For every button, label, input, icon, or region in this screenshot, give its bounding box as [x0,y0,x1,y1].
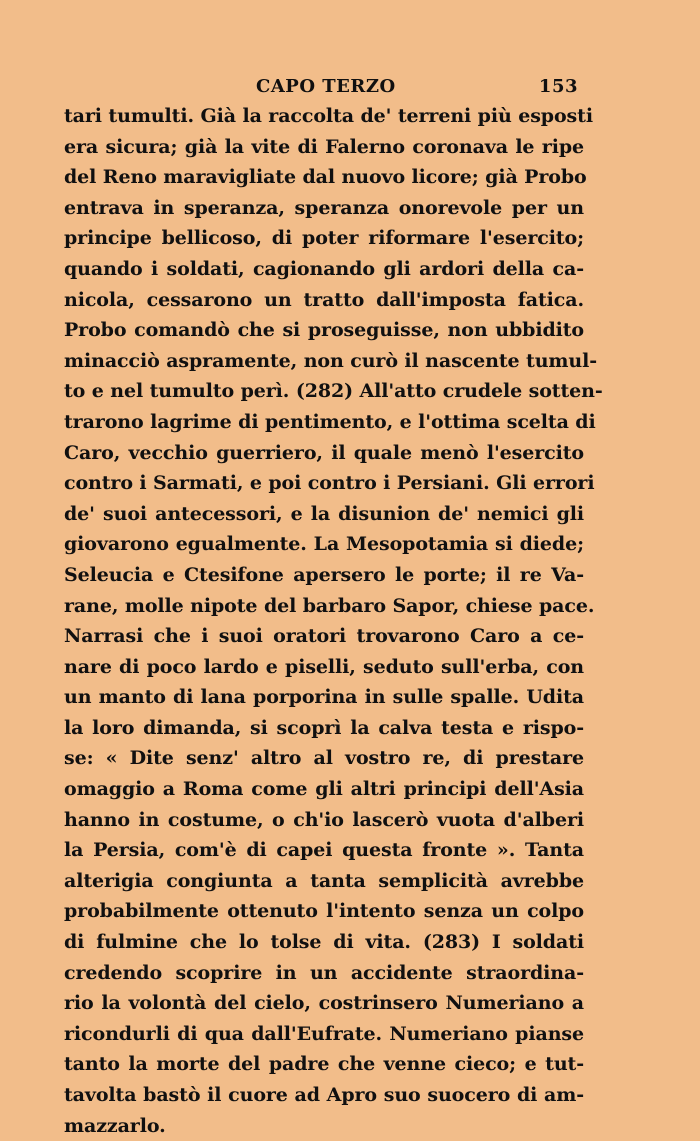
text-line: nare di poco lardo e piselli, seduto sull'erba, con [64,655,584,678]
text-line: to e nel tumulto perì. (282) All'atto crudele sotten- [64,380,603,403]
text-line: alterigia congiunta a tanta semplicità avrebbe [64,869,584,892]
running-head [64,76,578,100]
text-line: se: « Dite senz' altro al vostro re, di prestare [64,747,584,770]
text-line: hanno in costume, o ch'io lascerò vuota d'alberi [64,808,584,831]
text-line: Narrasi che i suoi oratori trovarono Caro a ce- [64,625,584,648]
text-line: Caro, vecchio guerriero, il quale menò l'esercito [64,441,584,464]
text-line: principe bellicoso, di poter riformare l'esercito; [64,227,584,250]
text-line: trarono lagrime di pentimento, e l'ottima scelta di [64,410,596,433]
text-line: credendo scoprire in un accidente straordina- [64,961,584,984]
text-line: contro i Sarmati, e poi contro i Persiani. Gli errori [64,472,595,495]
text-line: rio la volontà del cielo, costrinsero Numeriano a [64,992,584,1015]
text-line: giovarono egualmente. La Mesopotamia si diede; [64,533,584,556]
text-line: quando i soldati, cagionando gli ardori della ca- [64,257,584,280]
text-line: mazzarlo. [64,1114,166,1137]
text-line: era sicura; già la vite di Falerno coronava le ripe [64,135,584,158]
text-line: entrava in speranza, speranza onorevole per un [64,196,584,219]
text-line: tari tumulti. Già la raccolta de' terreni più esposti [64,105,593,127]
text-line: probabilmente ottenuto l'intento senza un colpo [64,900,584,923]
text-line: minacciò aspramente, non curò il nascente tumul- [64,349,598,372]
text-line: di fulmine che lo tolse di vita. (283) I soldati [64,931,584,954]
text-line: la loro dimanda, si scoprì la calva testa e rispo- [64,716,584,739]
text-line: tanto la morte del padre che venne cieco; e tut- [64,1053,584,1076]
text-line: omaggio a Roma come gli altri principi dell'Asia [64,778,584,801]
text-line: la Persia, com'è di capei questa fronte ». Tanta [64,839,584,862]
text-line: del Reno maravigliate dal nuovo licore; già Probo [64,166,587,189]
text-line: ricondurli di qua dall'Eufrate. Numeriano pianse [64,1022,584,1045]
page-number: 153 [538,76,578,97]
text-line: rane, molle nipote del barbaro Sapor, chiese pace. [64,594,595,617]
text-line: nicola, cessarono un tratto dall'imposta fatica. [64,288,584,311]
text-line: tavolta bastò il cuore ad Apro suo suocero di am- [64,1084,584,1106]
text-line: Seleucia e Ctesifone apersero le porte; il re Va- [64,563,584,586]
text-line: un manto di lana porporina in sulle spalle. Udita [64,686,584,709]
chapter-title: CAPO TERZO [256,76,396,97]
text-line: Probo comandò che si proseguisse, non ubbidito [64,319,584,342]
body-text [64,101,603,1141]
text-line: de' suoi antecessori, e la disunion de' nemici gli [64,502,584,525]
